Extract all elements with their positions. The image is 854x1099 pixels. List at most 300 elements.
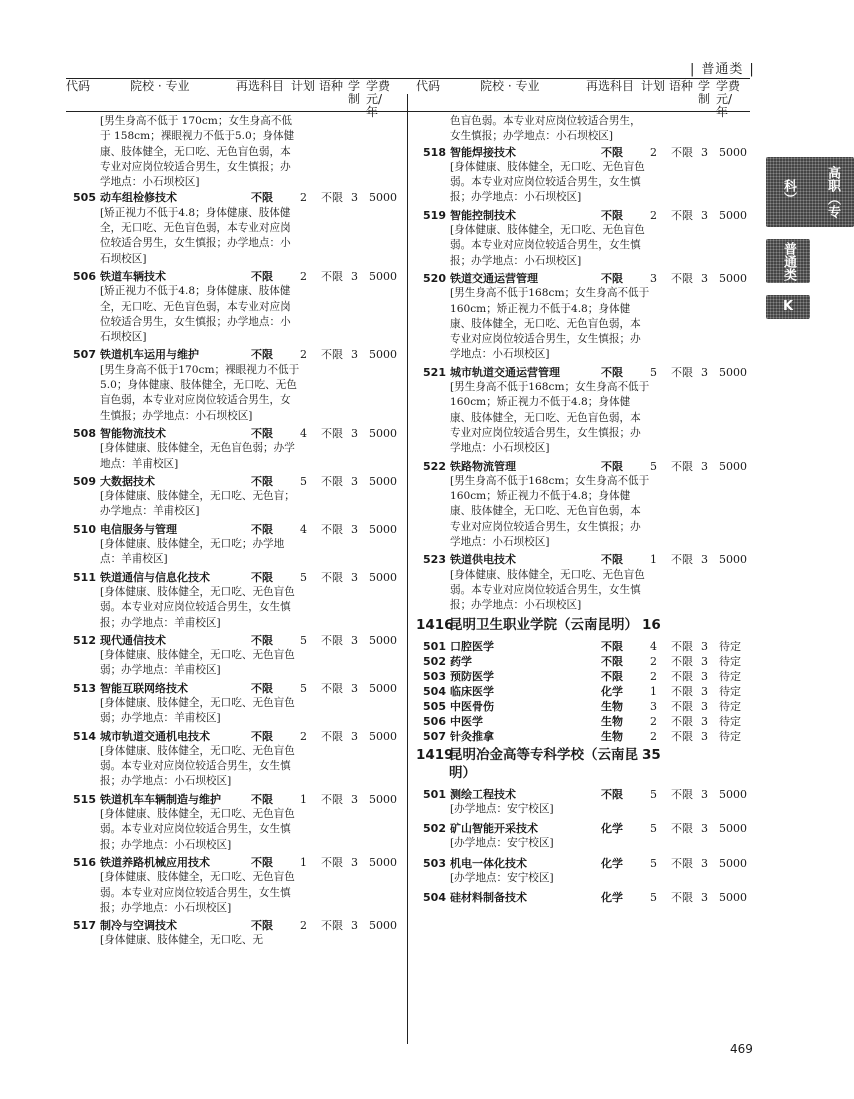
program-subject: 不限: [251, 681, 273, 695]
program-entry: [66, 474, 397, 520]
program-subject: 不限: [251, 522, 273, 536]
program-years: 3: [351, 191, 358, 205]
program-code: 513: [73, 681, 96, 695]
program-entry: [416, 890, 747, 905]
program-subject: 不限: [251, 191, 273, 205]
program-subject: 不限: [251, 729, 273, 743]
program-entry: [416, 684, 741, 699]
program-row: [66, 633, 397, 648]
program-note: [身体健康、肢体健全，无口吃、无: [100, 934, 264, 947]
program-name: 铁道交通运营管理: [450, 271, 538, 285]
program-subject: 不限: [251, 633, 273, 647]
program-language: 不限: [671, 669, 693, 683]
header-rule: [66, 111, 750, 112]
program-note: [身体健康、肢体健全，无口吃、无色盲色弱。本专业对应岗位较适合男生，女生慎报；办学地点：小石坝校区]: [100, 808, 295, 851]
program-code: 508: [73, 426, 96, 440]
program-years: 3: [701, 684, 708, 698]
program-code: 523: [423, 553, 446, 567]
program-note: [办学地点：安宁校区]: [450, 802, 554, 815]
program-years: 3: [351, 474, 358, 488]
school-name: 昆明冶金高等专科学校（云南昆明）: [449, 746, 638, 781]
program-name: 铁道机车运用与维护: [100, 348, 199, 362]
program-code: 504: [423, 684, 446, 698]
program-language: 不限: [671, 208, 693, 222]
program-language: 不限: [671, 684, 693, 698]
program-fee: 待定: [719, 699, 741, 713]
program-fee: 5000: [369, 426, 397, 440]
program-name: 智能控制技术: [450, 208, 516, 222]
program-row: [416, 669, 741, 684]
program-plan: 2: [300, 729, 307, 743]
program-language: 不限: [671, 145, 693, 159]
program-subject: 不限: [251, 426, 273, 440]
program-entry: [66, 190, 397, 266]
column-divider: [407, 94, 408, 1044]
program-code: 501: [423, 787, 446, 801]
program-row: [66, 855, 397, 870]
program-row: [66, 347, 397, 362]
col-code: 代码: [66, 79, 91, 93]
program-plan: 4: [650, 639, 657, 653]
program-row: [66, 190, 397, 205]
program-fee: 待定: [719, 684, 741, 698]
col-subject: 再选科目: [586, 79, 635, 93]
program-row: [66, 269, 397, 284]
program-plan: 1: [300, 792, 307, 806]
program-row: [416, 729, 741, 744]
program-code: 503: [423, 856, 446, 870]
program-code: 510: [73, 522, 96, 536]
program-name: 机电一体化技术: [450, 856, 527, 870]
program-name: 中医学: [450, 714, 483, 728]
program-plan: 1: [650, 684, 657, 698]
program-code: 517: [73, 919, 96, 933]
program-name: 智能物流技术: [100, 426, 166, 440]
program-entry: [66, 855, 397, 916]
program-language: 不限: [671, 654, 693, 668]
program-name: 硅材料制备技术: [450, 891, 527, 905]
school-heading: [416, 616, 734, 634]
program-entry: [66, 522, 397, 568]
program-years: 3: [701, 145, 708, 159]
program-language: 不限: [321, 522, 343, 536]
program-code: 515: [73, 792, 96, 806]
program-name: 城市轨道交通运营管理: [450, 365, 560, 379]
col-program: 院校 · 专业: [130, 79, 190, 93]
program-row: [416, 271, 747, 286]
program-subject: 不限: [251, 348, 273, 362]
program-years: 3: [701, 822, 708, 836]
program-subject: 不限: [601, 654, 623, 668]
program-name: 针灸推拿: [450, 729, 494, 743]
program-plan: 5: [300, 570, 307, 584]
program-years: 3: [701, 271, 708, 285]
col-plan: 计划: [291, 79, 316, 93]
program-years: 3: [701, 654, 708, 668]
program-years: 3: [351, 633, 358, 647]
program-fee: 5000: [369, 570, 397, 584]
program-language: 不限: [321, 348, 343, 362]
program-plan: 5: [650, 891, 657, 905]
program-entry: [416, 729, 741, 744]
program-entry: [66, 918, 397, 949]
program-plan: 2: [650, 208, 657, 222]
side-tab-level: 高职（专科）: [766, 157, 854, 227]
program-fee: 5000: [719, 891, 747, 905]
program-list: [416, 145, 747, 614]
right-column: [416, 78, 747, 910]
col-years: 学制: [698, 79, 711, 106]
program-note: [身体健康、肢体健全，无口吃、无色盲；办学地点：羊甫校区]: [100, 490, 295, 518]
program-entry: [416, 699, 741, 714]
program-fee: 5000: [369, 191, 397, 205]
program-language: 不限: [671, 271, 693, 285]
program-fee: 5000: [369, 855, 397, 869]
program-plan: 5: [300, 681, 307, 695]
program-fee: 5000: [369, 919, 397, 933]
program-row: [416, 365, 747, 380]
program-entry: [416, 552, 747, 613]
program-years: 3: [351, 919, 358, 933]
program-entry: [66, 426, 397, 472]
program-row: [66, 474, 397, 489]
program-subject: 不限: [251, 792, 273, 806]
program-code: 501: [423, 639, 446, 653]
program-entry: [66, 633, 397, 679]
program-note: [身体健康、肢体健全，无口吃、无色盲色弱。本专业对应岗位较适合男生，女生慎报；办学地点：小石坝校区]: [450, 224, 645, 267]
program-entry: [416, 714, 741, 729]
program-note: [身体健康、肢体健全，无口吃、无色盲色弱；办学地点：羊甫校区]: [100, 696, 295, 725]
program-note: [男生身高不低于168cm；女生身高不低于160cm；矫正视力不低于4.8；身体健康、肢体健全，无口吃、无色盲色弱，本专业对应岗位较适合男生，女生慎报；办学地点：小石坝校区]: [450, 474, 650, 549]
program-plan: 2: [650, 669, 657, 683]
program-subject: 不限: [601, 639, 623, 653]
program-code: 514: [73, 729, 96, 743]
col-subject: 再选科目: [236, 79, 285, 93]
program-language: 不限: [671, 639, 693, 653]
program-language: 不限: [671, 699, 693, 713]
program-plan: 5: [300, 633, 307, 647]
program-note: [身体健康、肢体健全，无口吃、无色盲色弱。本专业对应岗位较适合男生，女生慎报；办学地点：小石坝校区]: [450, 568, 645, 612]
program-code: 519: [423, 208, 446, 222]
program-entry: [416, 365, 747, 457]
school-heading: [416, 746, 734, 782]
continued-note: 色盲色弱。本专业对应岗位较适合男生，女生慎报；办学地点：小石坝校区]: [450, 115, 641, 143]
program-years: 3: [351, 729, 358, 743]
program-years: 3: [701, 553, 708, 567]
program-entry: [416, 459, 747, 551]
program-row: [66, 729, 397, 744]
program-row: [416, 856, 747, 871]
program-code: 504: [423, 891, 446, 905]
side-tabs: [766, 157, 840, 331]
program-row: [416, 821, 747, 836]
program-entry: [66, 347, 397, 423]
program-note: [身体健康、肢体健全，无色盲色弱；办学地点：羊甫校区]: [100, 442, 295, 470]
program-list: [66, 190, 397, 948]
program-language: 不限: [671, 729, 693, 743]
program-entry: [416, 856, 747, 887]
program-years: 3: [701, 787, 708, 801]
program-subject: 不限: [251, 570, 273, 584]
program-plan: 2: [650, 654, 657, 668]
program-language: 不限: [321, 633, 343, 647]
program-row: [66, 426, 397, 441]
program-language: 不限: [321, 191, 343, 205]
program-row: [416, 639, 741, 654]
program-plan: 1: [650, 553, 657, 567]
program-fee: 待定: [719, 669, 741, 683]
program-language: 不限: [671, 714, 693, 728]
program-row: [416, 459, 747, 474]
program-plan: 2: [300, 348, 307, 362]
col-program: 院校 · 专业: [480, 79, 540, 93]
program-code: 522: [423, 459, 446, 473]
program-subject: 生物: [601, 714, 623, 728]
school-code: 1416: [416, 616, 454, 633]
program-fee: 5000: [369, 474, 397, 488]
program-years: 3: [701, 729, 708, 743]
program-subject: 不限: [251, 855, 273, 869]
program-subject: 生物: [601, 699, 623, 713]
program-years: 3: [701, 891, 708, 905]
program-name: 预防医学: [450, 669, 494, 683]
program-note: [身体健康、肢体健全，无口吃、无色盲色弱；办学地点：羊甫校区]: [100, 649, 295, 677]
program-code: 511: [73, 570, 96, 584]
program-entry: [66, 681, 397, 727]
program-subject: 不限: [601, 365, 623, 379]
program-name: 大数据技术: [100, 474, 155, 488]
program-fee: 待定: [719, 714, 741, 728]
program-code: 509: [73, 474, 96, 488]
program-entry: [66, 792, 397, 853]
program-language: 不限: [671, 459, 693, 473]
program-row: [66, 681, 397, 696]
program-years: 3: [351, 269, 358, 283]
category-header: | 普通类 |: [690, 58, 755, 77]
program-name: 制冷与空调技术: [100, 919, 177, 933]
program-language: 不限: [321, 269, 343, 283]
program-name: 铁道通信与信息化技术: [100, 570, 210, 584]
col-fee: 学费元/年: [716, 79, 741, 119]
program-name: 智能焊接技术: [450, 145, 516, 159]
program-subject: 不限: [601, 553, 623, 567]
program-fee: 5000: [369, 348, 397, 362]
col-plan: 计划: [641, 79, 666, 93]
program-language: 不限: [321, 426, 343, 440]
program-fee: 5000: [719, 822, 747, 836]
program-subject: 化学: [601, 856, 623, 870]
program-note: [矫正视力不低于4.8；身体健康、肢体健全，无口吃、无色盲色弱，本专业对应岗位较适合男生，女生慎报；办学地点：小石坝校区]: [100, 285, 291, 344]
program-language: 不限: [671, 822, 693, 836]
program-code: 521: [423, 365, 446, 379]
program-fee: 5000: [719, 271, 747, 285]
program-subject: 不限: [601, 459, 623, 473]
side-tab-type: 普通类: [766, 239, 810, 283]
program-note: [矫正视力不低于4.8；身体健康、肢体健全，无口吃、无色盲色弱，本专业对应岗位较适合男生，女生慎报；办学地点：小石坝校区]: [100, 206, 291, 265]
program-note: [办学地点：安宁校区]: [450, 837, 554, 850]
program-years: 3: [351, 855, 358, 869]
program-subject: 化学: [601, 822, 623, 836]
program-subject: 不限: [601, 208, 623, 222]
program-row: [416, 714, 741, 729]
program-fee: 5000: [369, 522, 397, 536]
program-note: [身体健康、肢体健全，无口吃、无色盲色弱。本专业对应岗位较适合男生，女生慎报；办学地点：小石坝校区]: [450, 160, 645, 204]
program-plan: 2: [300, 919, 307, 933]
program-language: 不限: [321, 570, 343, 584]
program-name: 城市轨道交通机电技术: [100, 729, 210, 743]
program-plan: 4: [300, 522, 307, 536]
program-language: 不限: [671, 787, 693, 801]
program-row: [66, 522, 397, 537]
program-subject: 化学: [601, 891, 623, 905]
program-list: [416, 787, 747, 906]
program-entry: [416, 654, 741, 669]
program-years: 3: [351, 792, 358, 806]
program-years: 3: [701, 208, 708, 222]
program-note: [男生身高不低于168cm；女生身高不低于160cm；矫正视力不低于4.8；身体健康、肢体健全，无口吃、无色盲色弱，本专业对应岗位较适合男生，女生慎报；办学地点：小石坝校区]: [450, 381, 650, 455]
program-fee: 5000: [719, 553, 747, 567]
program-name: 现代通信技术: [100, 633, 166, 647]
program-subject: 不限: [251, 269, 273, 283]
program-fee: 5000: [369, 792, 397, 806]
program-note: [男生身高不低于170cm；裸眼视力不低于5.0；身体健康、肢体健全，无口吃、无色盲色弱，本专业对应岗位较适合男生，女生慎报；办学地点：小石坝校区]: [100, 363, 300, 422]
program-name: 临床医学: [450, 684, 494, 698]
program-name: 矿山智能开采技术: [450, 822, 538, 836]
table-header: [66, 78, 391, 119]
program-plan: 2: [650, 714, 657, 728]
col-language: 语种: [669, 79, 694, 93]
program-language: 不限: [321, 729, 343, 743]
program-name: 铁道养路机械应用技术: [100, 855, 210, 869]
program-plan: 3: [650, 271, 657, 285]
program-row: [416, 787, 747, 802]
program-plan: 5: [650, 822, 657, 836]
program-entry: [66, 729, 397, 790]
program-years: 3: [701, 669, 708, 683]
program-code: 502: [423, 654, 446, 668]
program-entry: [416, 821, 747, 852]
program-fee: 5000: [369, 633, 397, 647]
program-language: 不限: [321, 919, 343, 933]
program-name: 电信服务与管理: [100, 522, 177, 536]
program-name: 动车组检修技术: [100, 191, 177, 205]
program-code: 512: [73, 633, 96, 647]
program-row: [416, 684, 741, 699]
program-subject: 不限: [601, 787, 623, 801]
program-code: 502: [423, 822, 446, 836]
school-code: 1419: [416, 746, 454, 763]
page-number: 469: [730, 1042, 753, 1056]
program-fee: 5000: [369, 681, 397, 695]
program-years: 3: [701, 856, 708, 870]
program-subject: 不限: [601, 271, 623, 285]
program-plan: 4: [300, 426, 307, 440]
program-entry: [416, 787, 747, 818]
program-plan: 5: [650, 787, 657, 801]
program-row: [416, 654, 741, 669]
program-years: 3: [701, 699, 708, 713]
program-plan: 5: [650, 365, 657, 379]
program-subject: 不限: [601, 669, 623, 683]
program-code: 506: [423, 714, 446, 728]
school-plan: 16: [642, 616, 661, 633]
program-list: [416, 639, 741, 744]
program-fee: 5000: [719, 459, 747, 473]
program-years: 3: [351, 426, 358, 440]
program-name: 铁道供电技术: [450, 553, 516, 567]
program-language: 不限: [321, 681, 343, 695]
program-language: 不限: [321, 855, 343, 869]
program-subject: 不限: [601, 145, 623, 159]
program-language: 不限: [671, 553, 693, 567]
school-name: 昆明卫生职业学院（云南昆明）: [449, 616, 638, 633]
school-plan: 35: [642, 746, 661, 763]
program-note: [身体健康、肢体健全，无口吃、无色盲色弱。本专业对应岗位较适合男生，女生慎报；办学地点：羊甫校区]: [100, 585, 295, 629]
program-subject: 生物: [601, 729, 623, 743]
program-years: 3: [701, 639, 708, 653]
col-years: 学制: [348, 79, 361, 106]
program-language: 不限: [321, 474, 343, 488]
program-code: 507: [73, 348, 96, 362]
program-plan: 5: [650, 856, 657, 870]
program-row: [416, 890, 747, 905]
program-code: 503: [423, 669, 446, 683]
program-years: 3: [701, 714, 708, 728]
program-years: 3: [701, 459, 708, 473]
col-language: 语种: [319, 79, 344, 93]
program-row: [416, 208, 747, 223]
program-language: 不限: [671, 891, 693, 905]
continued-note: [男生身高不低于 170cm；女生身高不低于 158cm；裸眼视力不低于5.0；身体健康、肢体健全，无口吃、无色盲色弱，本专业对应岗位较适合男生，女生慎报；办学地点：小石坝校区]: [100, 115, 295, 189]
program-note: [男生身高不低于168cm；女生身高不低于160cm；矫正视力不低于4.8；身体健康、肢体健全，无口吃、无色盲色弱，本专业对应岗位较适合男生，女生慎报；办学地点：小石坝校区]: [450, 287, 650, 361]
program-entry: [66, 570, 397, 631]
program-code: 507: [423, 729, 446, 743]
program-years: 3: [701, 365, 708, 379]
program-entry: [416, 639, 741, 654]
program-subject: 不限: [251, 919, 273, 933]
program-name: 口腔医学: [450, 639, 494, 653]
program-plan: 2: [300, 269, 307, 283]
program-row: [416, 699, 741, 714]
program-code: 520: [423, 271, 446, 285]
program-fee: 5000: [719, 856, 747, 870]
program-code: 505: [73, 191, 96, 205]
left-column: [66, 78, 397, 951]
program-fee: 5000: [369, 269, 397, 283]
program-fee: 5000: [369, 729, 397, 743]
program-note: [身体健康、肢体健全，无口吃、无色盲色弱。本专业对应岗位较适合男生，女生慎报；办学地点：小石坝校区]: [100, 871, 295, 914]
program-subject: 化学: [601, 684, 623, 698]
program-entry: [66, 269, 397, 345]
program-name: 铁路物流管理: [450, 459, 516, 473]
program-plan: 2: [650, 145, 657, 159]
program-fee: 5000: [719, 787, 747, 801]
program-fee: 待定: [719, 654, 741, 668]
program-language: 不限: [671, 365, 693, 379]
program-years: 3: [351, 681, 358, 695]
program-row: [66, 918, 397, 933]
program-name: 铁道机车车辆制造与维护: [100, 792, 221, 806]
program-fee: 5000: [719, 145, 747, 159]
table-header: [416, 78, 741, 119]
program-entry: [416, 145, 747, 206]
program-row: [416, 145, 747, 160]
program-plan: 5: [650, 459, 657, 473]
program-entry: [416, 271, 747, 363]
side-tab-letter: K: [766, 295, 810, 319]
program-row: [66, 570, 397, 585]
program-note: [办学地点：安宁校区]: [450, 871, 554, 884]
